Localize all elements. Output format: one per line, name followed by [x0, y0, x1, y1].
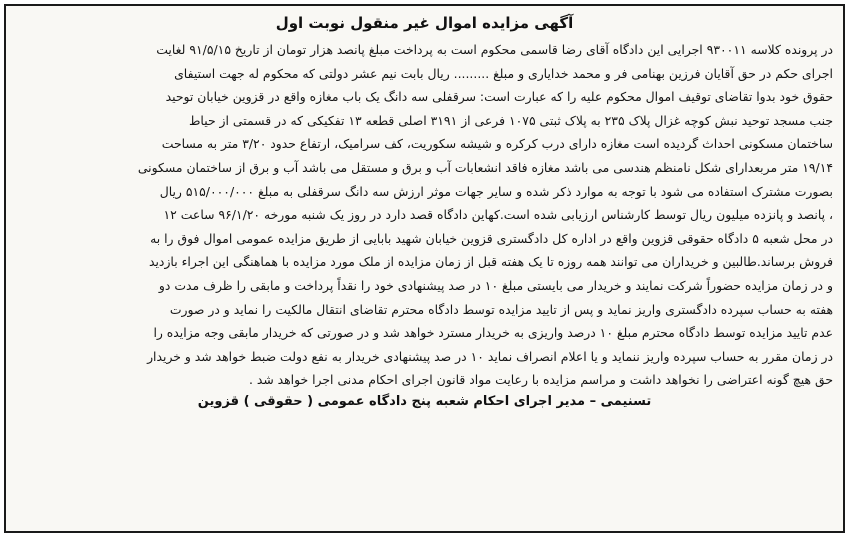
notice-line: بصورت مشترک استفاده می شود با توجه به موارد ذکر شده و سایر جهات موثر ارزش سه دانگ سرقفلی به مبلغ ۵۱۵/۰۰۰/۰۰۰ ریال: [159, 183, 833, 199]
auction-notice: [4, 4, 845, 533]
notice-line: و در زمان مزایده حضوراً شرکت نمایند و خریدار می بایستی مبلغ ۱۰ در صد پیشنهادی خود را نقداً پرداخت و مابقی را ظرف مدت دو: [158, 277, 833, 293]
notice-title: آگهی مزایده اموال غیر منقول نوبت اول: [275, 14, 574, 32]
notice-line: عدم تایید مزایده توسط دادگاه محترم مبلغ ۱۰ درصد واریزی به خریدار مسترد خواهد شد و در صورتی که خریدار مابقی وجه مزایده را: [153, 325, 833, 341]
notice-signature: تسنیمی – مدیر اجرای احکام شعبه پنج دادگاه عمومی ( حقوقی ) قزوین: [197, 393, 652, 409]
notice-line: در محل شعبه ۵ دادگاه حقوقی قزوین واقع در اداره کل دادگستری قزوین خیابان شهید بابایی از طریق مزایده عمومی اموال فوق را به: [150, 230, 833, 246]
notice-line: ۱۹/۱۴ متر مربعدارای شکل نامنظم هندسی می باشد مغازه فاقد انشعابات آب و برق و مستقل می باشد آب و برق از ساختمان مسکونی: [137, 159, 833, 175]
notice-line: حق هیچ گونه اعتراضی را نخواهد داشت و مراسم مزایده با رعایت مواد قانون اجرای احکام مدنی اجرا خواهد شد .: [248, 372, 833, 388]
notice-body: [16, 38, 833, 392]
notice-line: هفته به حساب سپرده دادگستری واریز نماید و پس از تایید مزایده توسط دادگاه محترم تقاضای انتقال مالکیت را نماید و در صورت: [169, 301, 833, 317]
notice-line: ، پانصد و پانزده میلیون ریال توسط کارشناس ارزیابی شده است.کهاین دادگاه قصد دارد در روز یک شنبه مورخه ۹۶/۱/۲۰ ساعت ۱۲: [163, 207, 833, 223]
notice-line: فروش برساند.طالبین و خریداران می توانند همه روزه تا یک هفته قبل از زمان مزایده از ملک مورد مزایده با هماهنگی این اجراء بازدید: [148, 254, 833, 270]
notice-line: حقوق خود بدوا تقاضای توقیف اموال محکوم علیه را که عبارت است: سرقفلی سه دانگ یک باب مغازه واقع در قزوین خیابان توحید: [165, 89, 833, 105]
notice-line: در زمان مقرر به حساب سپرده واریز ننماید و یا اعلام انصراف نماید ۱۰ در صد پیشنهادی خریدار به نفع دولت ضبط خواهد شد و خریدار: [147, 348, 833, 364]
notice-line: ساختمان مسکونی احداث گردیده است مغازه دارای درب کرکره و شیشه سکوریت، کف سرامیک، ارتفاع حدود ۳/۲۰ متر به مساحت: [161, 136, 833, 152]
notice-line: اجرای حکم در حق آقایان فرزین بهنامی فر و محمد خدایاری و مبلغ ......... ریال بابت نیم عشر دولتی که محکوم له جهت استیفای: [174, 65, 833, 81]
notice-line: جنب مسجد توحید نبش کوچه غزال پلاک ۲۳۵ به پلاک ثبتی ۱۰۷۵ فرعی از ۳۱۹۱ اصلی قطعه ۱۳ تفکیکی که در قسمتی از حیاط: [188, 112, 833, 128]
notice-line: در پرونده کلاسه ۹۳۰۰۱۱ اجرایی این دادگاه آقای رضا قاسمی محکوم است به پرداخت مبلغ پانصد هزار تومان از تاریخ ۹۱/۵/۱۵ لغایت: [156, 42, 833, 57]
